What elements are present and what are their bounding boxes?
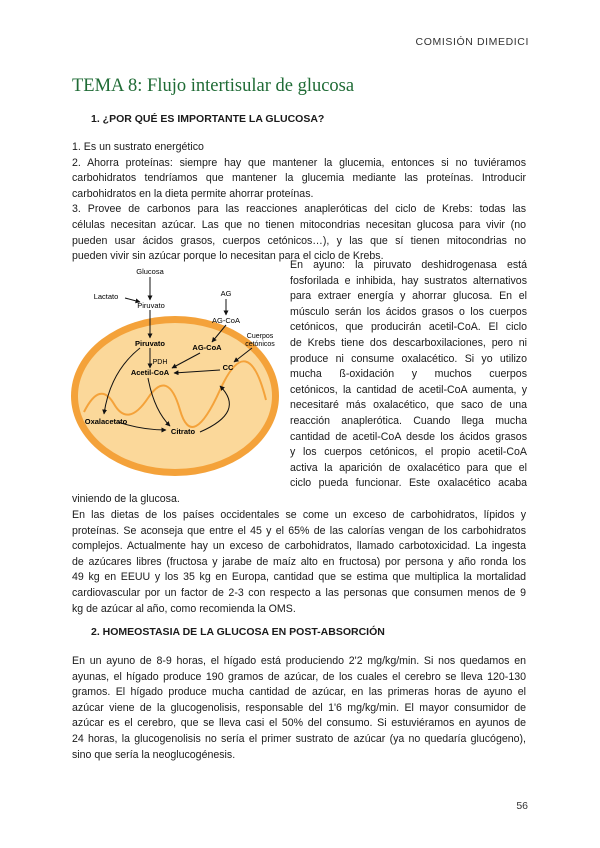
fasting-line: reacción anaplerótica. Cuando llega mucha xyxy=(290,414,527,427)
page-number: 56 xyxy=(516,800,528,812)
section1-list xyxy=(72,140,526,265)
label-cuerpos: Cuerpos xyxy=(246,333,274,340)
section1-heading: 1. ¿POR QUÉ ES IMPORTANTE LA GLUCOSA? xyxy=(91,113,325,125)
fasting-line: mucha ß-oxidación y muchos cuerpos xyxy=(290,368,527,381)
label-cc: CC xyxy=(222,363,234,372)
label-ag-coa-inner: AG-CoA xyxy=(192,343,222,352)
list-item-1: 1. Es un sustrato energético xyxy=(72,141,204,153)
label-piruvato-top: Piruvato xyxy=(137,301,165,310)
fasting-line: necesitaré más oxalacético, que saco de una xyxy=(290,399,527,412)
list-item-3-line: células necesitan azúcar. Las que no tienen mitocondrias necesitan glucosa para vivir (no xyxy=(72,218,526,231)
section2-line: En un ayuno de 8-9 horas, el hígado está produciendo 2'2 mg/kg/min. Si nos quedamos en xyxy=(72,655,526,667)
fasting-line: y los cuerpos cetónicos, el propio acetil-CoA xyxy=(290,446,527,459)
label-citrato: Citrato xyxy=(170,427,196,436)
section2-line: ayunas, el hígado produce 190 gramos de azúcar, de los cuales el cerebro se lleva 120-130 xyxy=(72,670,526,683)
list-item-3-line: pueden usar ácidos grasos, cuerpos cetónicos…), y las que sí tienen mitocondrias no xyxy=(72,234,526,247)
metabolism-figure xyxy=(70,262,284,482)
list-item-3-line: 3. Provee de carbonos para las reacciones anapleróticas del ciclo de Krebs: todas las xyxy=(72,203,526,216)
fasting-line: En ayuno: la piruvato deshidrogenasa está xyxy=(290,259,527,271)
fasting-line: cetónicos, que producirán acetil-CoA. El ciclo xyxy=(290,321,527,334)
label-pdh: PDH xyxy=(152,359,168,366)
diet-line: 49 kg en EEUU y los 35 kg en Europa, cantidad que se estima que multiplica la mortalidad xyxy=(72,571,526,584)
diet-line: complejos. Actualmente hay un exceso de carbohidratos, llamado carbotoxicidad. La ingesta xyxy=(72,540,526,553)
fasting-line: para extraer energía y ahorrar glucosa. En el xyxy=(290,290,527,303)
list-item-2-line: carbohidratos tendríamos que mantener la glucemia mediante las proteínas. Introducir xyxy=(72,172,526,185)
list-item-2-line: 2. Ahorra proteínas: siempre hay que mantener la glucemia, entonces si no tuviéramos xyxy=(72,156,526,169)
section2-paragraph xyxy=(72,654,526,763)
label-oxalacetato: Oxalacetato xyxy=(84,417,128,426)
diet-line: kg de azúcar al año, como recomienda la OMS. xyxy=(72,602,296,615)
section2-line: gramos. El hígado produce mucha cantidad de azúcar, en las primeras horas de ayuno el xyxy=(72,686,526,699)
label-acetil-coa: Acetil-CoA xyxy=(130,368,170,377)
label-piruvato-inner: Piruvato xyxy=(134,339,166,348)
fasting-line: produce ni consume oxalacético. Si yo utilizo xyxy=(290,352,527,365)
page-title: TEMA 8: Flujo intertisular de glucosa xyxy=(72,76,355,96)
section2-line: sino que sería la neoglucogénesis. xyxy=(72,748,236,761)
fasting-line: fosforilada e inhibida, hay sustratos alternativos xyxy=(290,274,527,287)
fasting-line: de Krebs tiene dos descarboxilaciones, pero ni xyxy=(290,336,527,349)
diet-line: cardiovascular por un factor de 2-3 con respecto a las personas que consumen menos de 9 xyxy=(72,586,526,599)
section2-heading: 2. HOMEOSTASIA DE LA GLUCOSA EN POST-ABSORCIÓN xyxy=(91,626,385,638)
label-lactato: Lactato xyxy=(93,292,119,301)
fasting-line: ciclo pueda funcionar. Este oxalacético acaba xyxy=(290,477,527,490)
list-item-3-line: pueden vivir sin azúcar porque lo necesitan para el ciclo de Krebs. xyxy=(72,250,384,263)
diet-paragraph xyxy=(72,508,526,617)
label-cetonicos: cetónicos xyxy=(245,341,275,348)
label-ag: AG xyxy=(220,289,232,298)
diet-line: En las dietas de los países occidentales se come un exceso de carbohidratos, lípidos y xyxy=(72,509,526,521)
label-glucosa: Glucosa xyxy=(136,267,164,276)
section2-line: azúcar viene de la glucogenolisis, responsable del 1'6 mg/kg/min. El mayor consumidor de xyxy=(72,701,526,714)
document-header: COMISIÓN DIMEDICI xyxy=(415,36,529,48)
fasting-line: músculo serán los ácidos grasos o los cuerpos xyxy=(290,305,527,318)
fasting-line: cetónicos, la cantidad de acetil-CoA aumenta, y xyxy=(290,383,527,396)
section2-line: azúcar es el cerebro, que se lleva casi el 50% del consumo. Si estuviéramos en ayunos de xyxy=(72,717,526,730)
fasting-paragraph-end: viniendo de la glucosa. xyxy=(72,493,180,505)
fasting-line: cantidad de acetil-CoA desde los ácidos grasos xyxy=(290,430,527,443)
list-item-2-line: carbohidratos en la dieta permite ahorrar proteínas. xyxy=(72,187,314,200)
diet-line: proteínas. Se aconseja que entre el 45 y el 65% de las calorías vengan de los carbohidratos xyxy=(72,524,526,537)
diet-line: de azúcares libres (fructosa y jarabe de maíz alto en fructosa) por persona y año ronda los xyxy=(72,555,526,568)
label-ag-coa-top: AG-CoA xyxy=(212,316,240,325)
section2-line: 24 horas, la glucogenolisis no sería el primer sustrato de azúcar (ya no quedaría glucógeno), xyxy=(72,732,526,745)
fasting-paragraph xyxy=(290,258,527,492)
fasting-line: activa la aparición de oxalacético para que el xyxy=(290,461,527,474)
